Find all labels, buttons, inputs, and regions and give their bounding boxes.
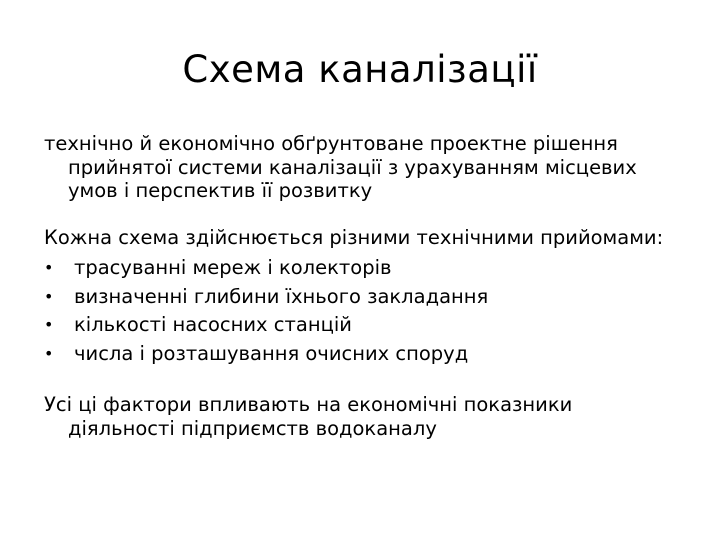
bullet-icon: • bbox=[44, 286, 54, 306]
list-item bbox=[44, 254, 684, 283]
definition-paragraph: технічно й економічно обґрунтоване проектне рішення прийнятої системи каналізації з урахуванням місцевих умов і перспектив її розвитку bbox=[44, 132, 637, 202]
bullet-icon: • bbox=[44, 315, 54, 334]
list-item bbox=[44, 283, 684, 312]
list-item-text: визначенні глибини їхнього закладання bbox=[74, 284, 489, 308]
bullet-icon: • bbox=[44, 343, 54, 363]
slide-body bbox=[44, 132, 684, 440]
methods-intro-paragraph: Кожна схема здійснюється різними технічними прийомами: bbox=[44, 225, 664, 249]
list-item bbox=[44, 311, 684, 340]
slide-title: Схема каналізації bbox=[182, 48, 538, 91]
conclusion-paragraph: Усі ці фактори впливають на економічні показники діяльності підприємств водоканалу bbox=[44, 393, 573, 440]
list-item-text: числа і розташування очисних споруд bbox=[74, 341, 469, 365]
list-item-text: трасуванні мереж і колекторів bbox=[74, 256, 392, 279]
list-item-text: кількості насосних станцій bbox=[74, 313, 352, 336]
bullet-icon: • bbox=[44, 258, 54, 277]
list-item bbox=[44, 340, 684, 369]
methods-bullet-list bbox=[44, 254, 684, 368]
